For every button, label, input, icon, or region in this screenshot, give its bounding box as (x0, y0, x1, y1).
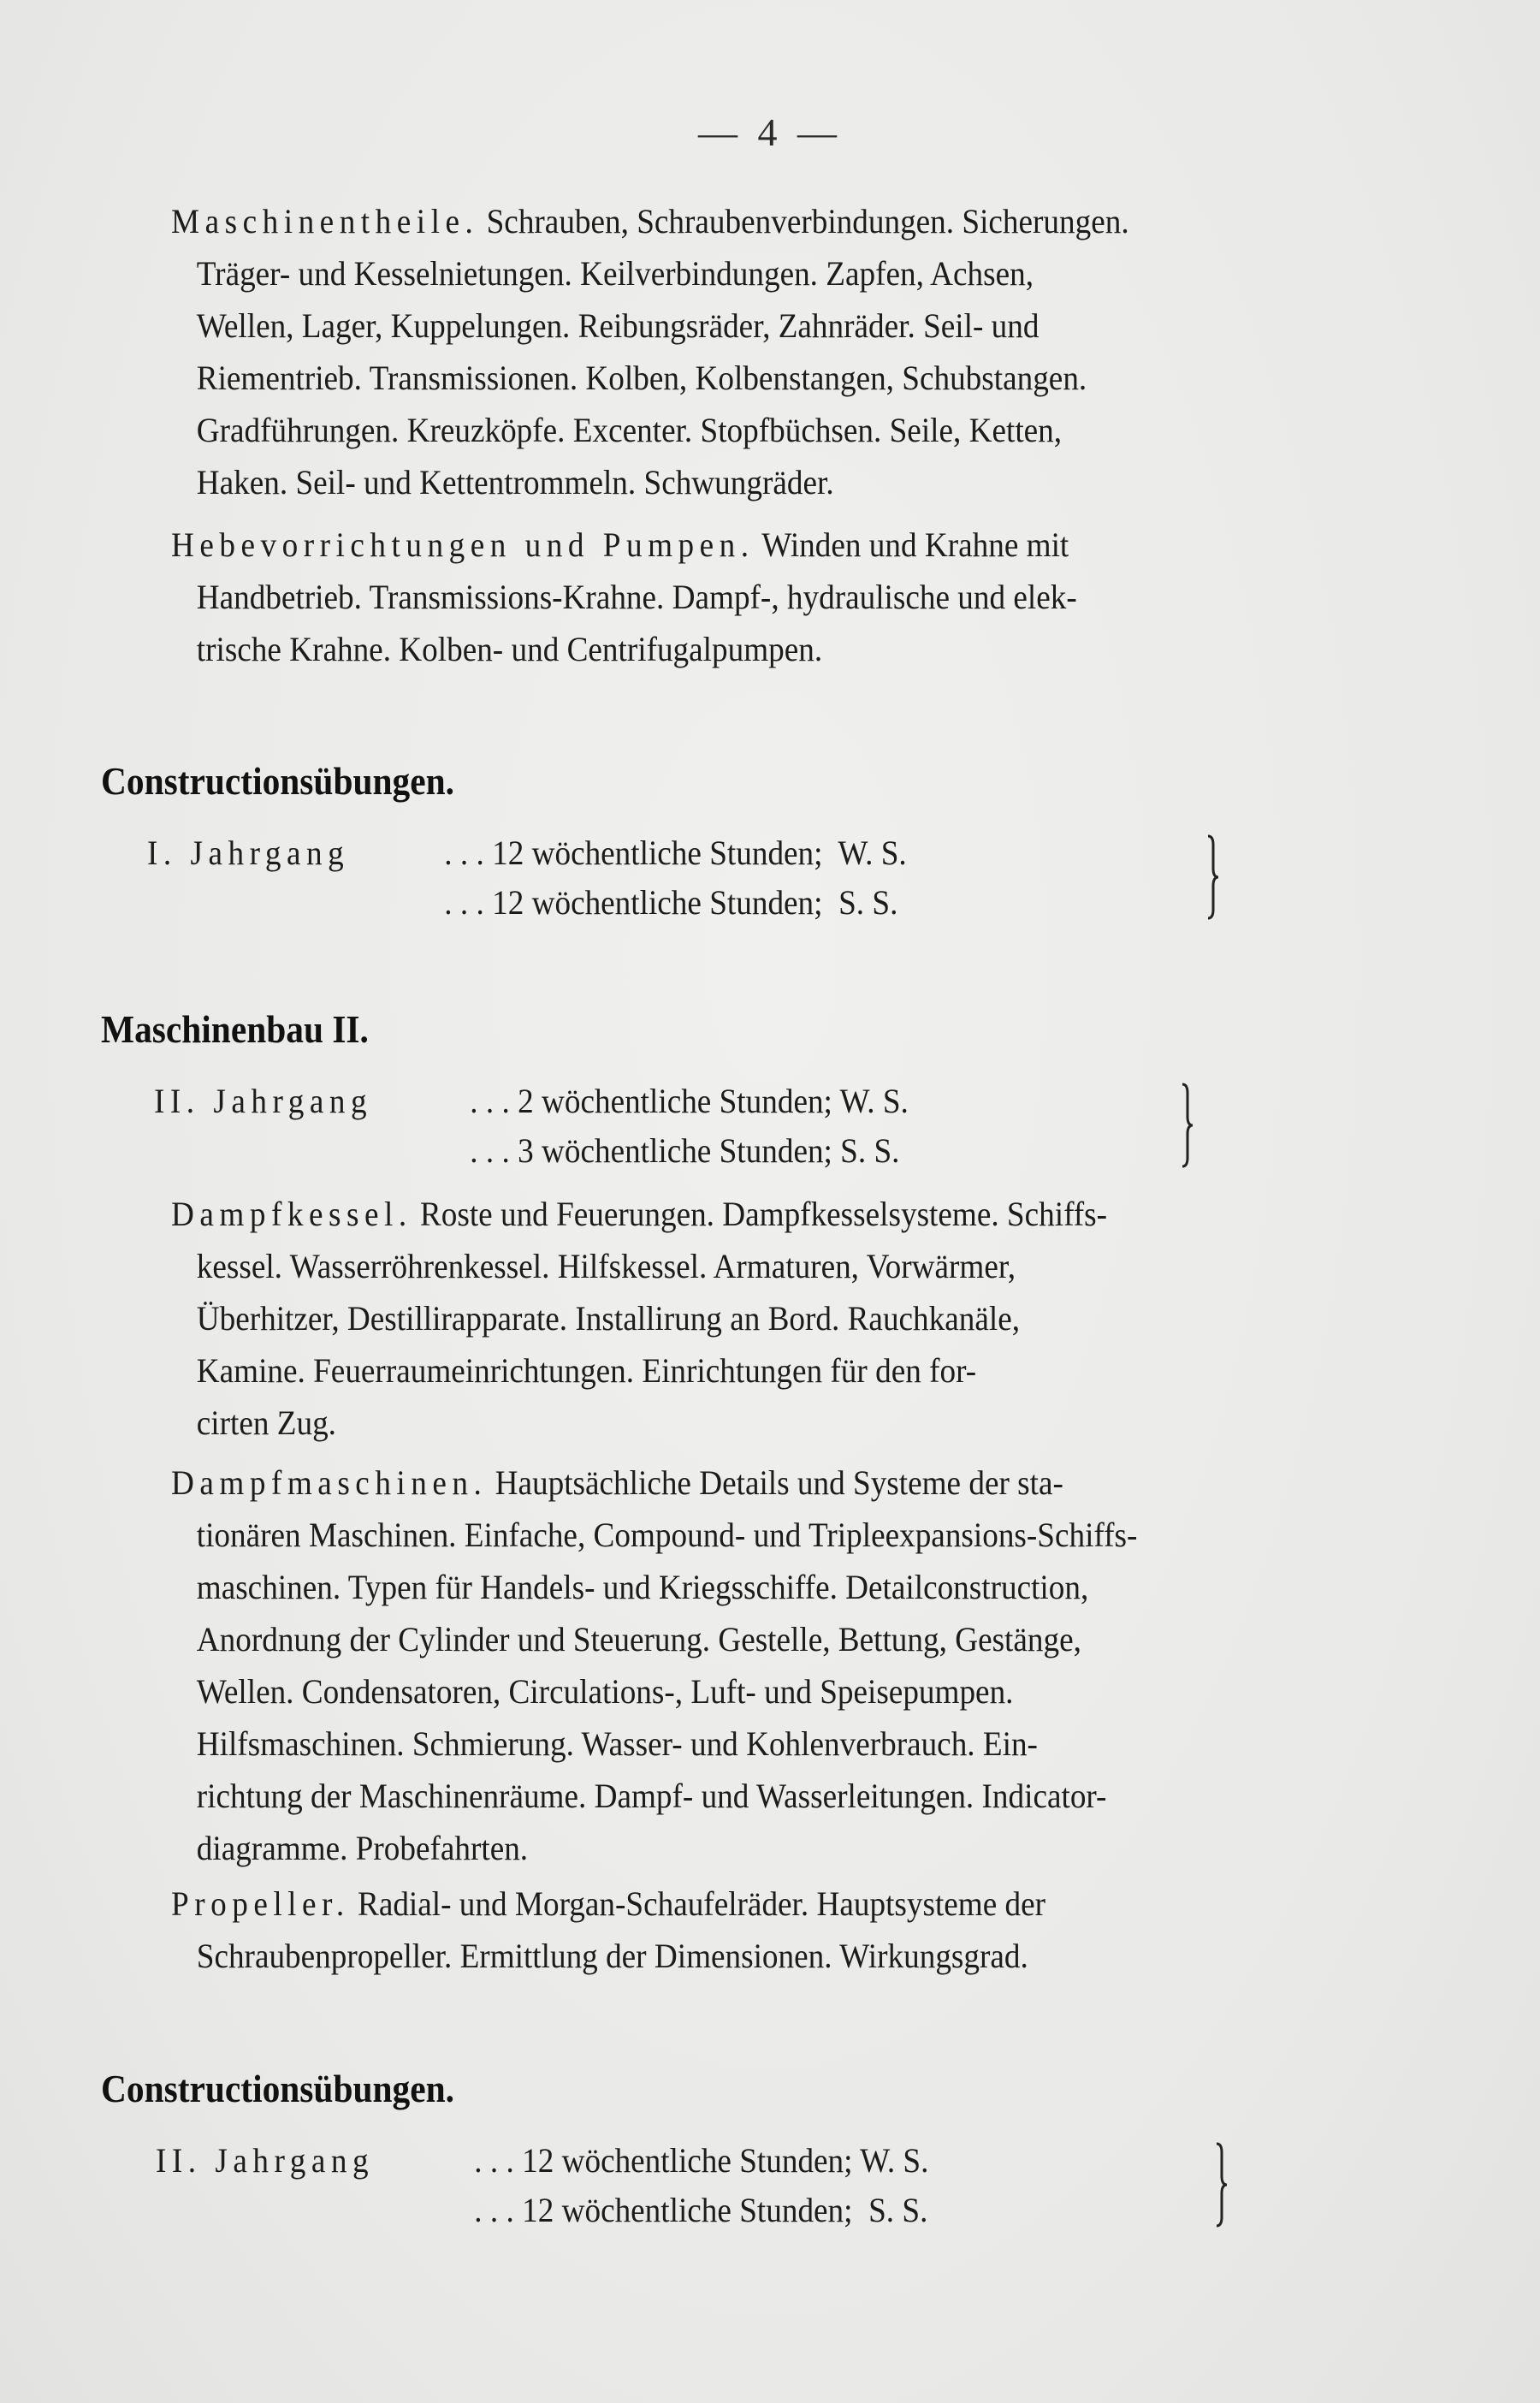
paragraph-line: Wellen, Lager, Kuppelungen. Reibungsräder, Zahnräder. Seil- und (196, 306, 1040, 345)
paragraph-line: tionären Maschinen. Einfache, Compound- und Tripleexpansions-Schiffs- (196, 1516, 1138, 1554)
paragraph-line: Kamine. Feuerraumeinrichtungen. Einrichtungen für den for- (196, 1351, 977, 1390)
paragraph-dampfkessel (171, 1188, 1317, 1449)
paragraph-line: Träger- und Kesselnietungen. Keilverbindungen. Zapfen, Achsen, (196, 254, 1034, 293)
schedule-row: . . . 12 wöchentliche Stunden; W. S. (466, 2141, 929, 2180)
paragraph-line: trische Krahne. Kolben- und Centrifugalpumpen. (196, 630, 823, 668)
page-number: — 4 — (698, 110, 842, 154)
schedule-row: . . . 12 wöchentliche Stunden; S. S. (466, 2191, 928, 2229)
paragraph-propeller (171, 1878, 1317, 1982)
section-heading: Maschinenbau II. (101, 1007, 369, 1051)
schedule-row: . . . 12 wöchentliche Stunden; S. S. (436, 883, 898, 922)
schedule-row: . . . 3 wöchentliche Stunden; S. S. (462, 1131, 900, 1170)
paragraph-line: Dampfmaschinen. Hauptsächliche Details und Systeme der sta- (171, 1463, 1063, 1502)
section-heading: Constructionsübungen. (101, 2067, 454, 2110)
paragraph-line: Anordnung der Cylinder und Steuerung. Gestelle, Bettung, Gestänge, (196, 1620, 1081, 1658)
schedule-year-label: II. Jahrgang (154, 1082, 373, 1120)
section-heading: Constructionsübungen. (101, 759, 454, 803)
paragraph-line: Überhitzer, Destillirapparate. Installirung an Bord. Rauchkanäle, (196, 1299, 1021, 1338)
paragraph-dampfmaschinen (171, 1457, 1317, 1874)
paragraph-line: Hilfsmaschinen. Schmierung. Wasser- und Kohlenverbrauch. Ein- (196, 1724, 1038, 1763)
paragraph-line: Dampfkessel. Roste und Feuerungen. Dampfkesselsysteme. Schiffs- (171, 1195, 1108, 1233)
curly-brace (1179, 1083, 1196, 1168)
paragraph-line: Wellen. Condensatoren, Circulations-, Luft- und Speisepumpen. (196, 1672, 1014, 1711)
schedule-row: . . . 2 wöchentliche Stunden; W. S. (462, 1082, 909, 1120)
paragraph-line: cirten Zug. (196, 1403, 336, 1442)
paragraph-line: Schraubenpropeller. Ermittlung der Dimensionen. Wirkungsgrad. (196, 1937, 1028, 1975)
paragraph-line: Handbetrieb. Transmissions-Krahne. Dampf-, hydraulische und elek- (196, 578, 1077, 616)
schedule-year-label: I. Jahrgang (147, 834, 350, 872)
paragraph-hebevorrichtungen (171, 519, 1317, 675)
paragraph-maschinentheile (171, 195, 1317, 508)
section-term: Propeller. (171, 1884, 350, 1923)
paragraph-line: Propeller. Radial- und Morgan-Schaufelräder. Hauptsysteme der (171, 1884, 1046, 1923)
curly-brace (1205, 834, 1222, 920)
paragraph-line: maschinen. Typen für Handels- und Kriegsschiffe. Detailconstruction, (196, 1568, 1089, 1606)
section-term: Hebevorrichtungen und Pumpen. (171, 525, 755, 564)
paragraph-line: diagramme. Probefahrten. (196, 1829, 529, 1867)
schedule-row: . . . 12 wöchentliche Stunden; W. S. (436, 834, 907, 872)
paragraph-line: Hebevorrichtungen und Pumpen. Winden und Krahne mit (171, 525, 1069, 564)
paragraph-line: Riementrieb. Transmissionen. Kolben, Kolbenstangen, Schubstangen. (196, 359, 1087, 397)
section-term: Dampfmaschinen. (171, 1463, 488, 1502)
paragraph-line: Maschinentheile. Schrauben, Schraubenverbindungen. Sicherungen. (171, 202, 1129, 240)
paragraph-line: Haken. Seil- und Kettentrommeln. Schwungräder. (196, 463, 834, 501)
paragraph-line: kessel. Wasserröhrenkessel. Hilfskessel. Armaturen, Vorwärmer, (196, 1247, 1016, 1285)
paragraph-line: Gradführungen. Kreuzköpfe. Excenter. Stopfbüchsen. Seile, Ketten, (196, 411, 1063, 449)
curly-brace (1213, 2142, 1230, 2228)
section-term: Dampfkessel. (171, 1195, 412, 1233)
paragraph-line: richtung der Maschinenräume. Dampf- und Wasserleitungen. Indicator- (196, 1777, 1107, 1815)
section-term: Maschinentheile. (171, 202, 479, 240)
schedule-year-label: II. Jahrgang (156, 2141, 375, 2180)
